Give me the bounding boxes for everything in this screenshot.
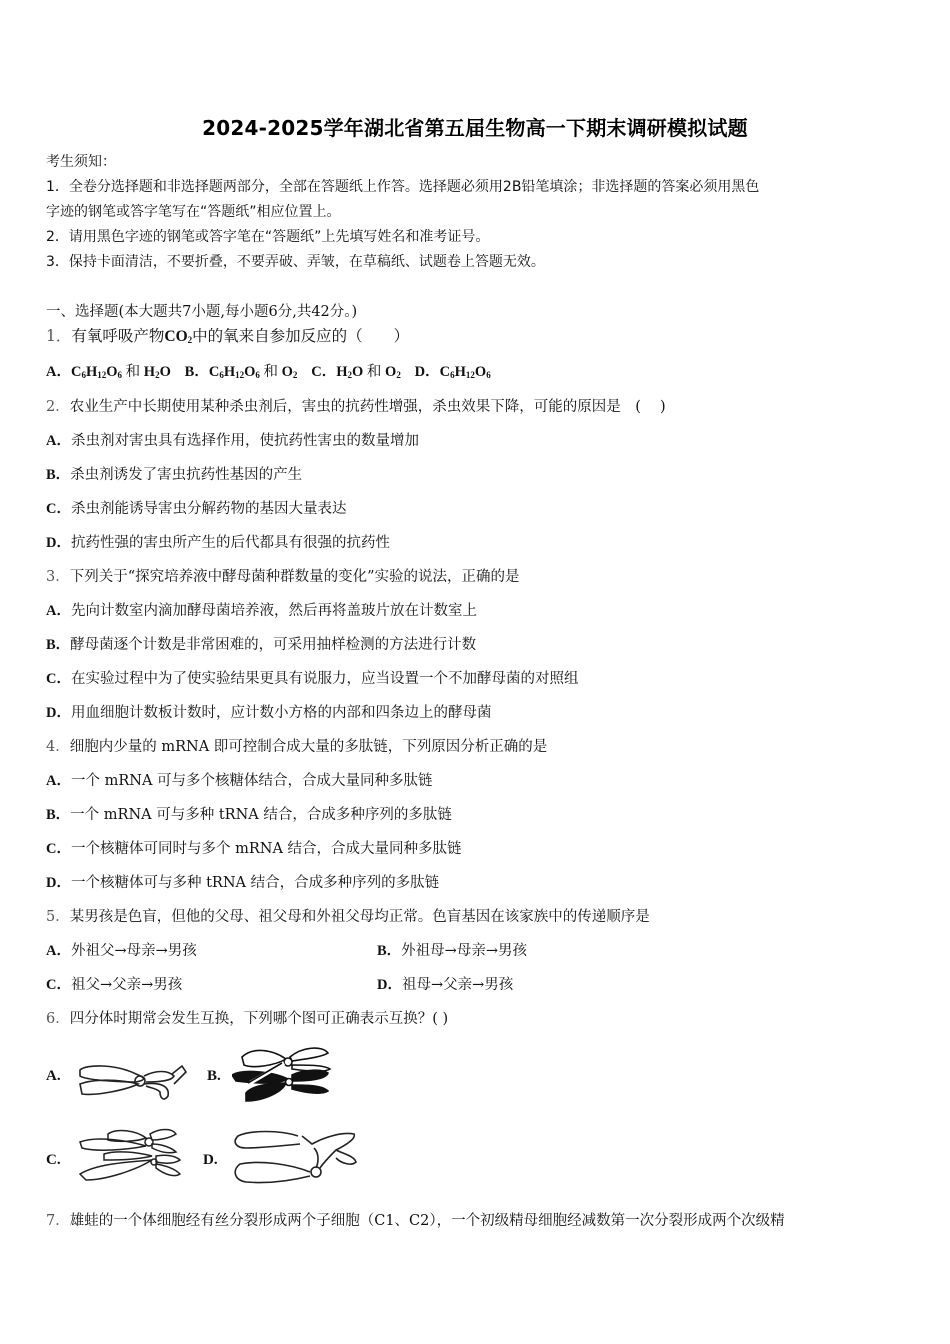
question-stem: 雄蛙的一个体细胞经有丝分裂形成两个子细胞（C1、C2），一个初级精母细胞经减数第一次分裂形成两个次级精 (69, 1213, 785, 1229)
question-6 (46, 1009, 448, 1029)
question-number: 6． (46, 1011, 70, 1027)
question-number: 3． (46, 569, 70, 585)
option-d: D．抗药性强的害虫所产生的后代都具有很强的抗药性 (46, 535, 390, 551)
question-number: 5． (46, 909, 70, 925)
question-number: 4． (46, 739, 70, 755)
option-d-label: D． (414, 364, 440, 380)
figure-d-label: D. (203, 1152, 218, 1168)
question-stem: 下列关于“探究培养液中酵母菌种群数量的变化”实验的说法，正确的是 (69, 569, 520, 585)
option-c: C．一个核糖体可同时与多个 mRNA 结合，合成大量同种多肽链 (46, 841, 462, 857)
option-b: B．一个 mRNA 可与多种 tRNA 结合，合成多种序列的多肽链 (46, 807, 452, 823)
question-4 (46, 737, 547, 757)
notice-heading: 考生须知： (46, 154, 116, 170)
question-stem: 有氧呼吸产物 (71, 327, 165, 345)
option-a-text: $C_6H_{12}O_6$ 和 $H_2O$ (70, 364, 171, 380)
chromosome-diagram-b-icon (232, 1043, 336, 1105)
document-title: 2024-2025学年湖北省第五届生物高一下期末调研模拟试题 (202, 116, 748, 140)
question-stem: 某男孩是色盲，但他的父母、祖父母和外祖父母均正常。色盲基因在该家族中的传递顺序是 (69, 909, 650, 925)
option-b: B．杀虫剂诱发了害虫抗药性基因的产生 (46, 467, 303, 483)
option-c: C．在实验过程中为了使实验结果更具有说服力，应当设置一个不加酵母菌的对照组 (46, 671, 579, 687)
chromosome-diagram-c-icon (76, 1126, 188, 1184)
option-d: D．一个核糖体可与多种 tRNA 结合，合成多种序列的多肽链 (46, 875, 440, 891)
question-number: 2． (46, 399, 70, 415)
option-a: A．一个 mRNA 可与多个核糖体结合，合成大量同种多肽链 (46, 773, 433, 789)
figure-c-label: C. (46, 1152, 61, 1168)
option-d: D．用血细胞计数板计数时，应计数小方格的内部和四条边上的酵母菌 (46, 705, 492, 721)
option-a: A．外祖父→母亲→男孩 (46, 943, 197, 959)
option-b: B．外祖母→母亲→男孩 (377, 943, 527, 959)
figure-a-label: A. (46, 1068, 61, 1084)
question-1-options (46, 362, 491, 385)
option-c-text: $H_2O$ 和 $O_2$ (336, 364, 401, 380)
figure-b-label: B. (207, 1068, 221, 1084)
question-number: 7． (46, 1213, 70, 1229)
option-a-label: A． (46, 364, 71, 380)
notice-item-3: 3．保持卡面清洁，不要折叠，不要弄破、弄皱，在草稿纸、试题卷上答题无效。 (46, 254, 545, 270)
question-stem: 细胞内少量的 mRNA 即可控制合成大量的多肽链，下列原因分析正确的是 (69, 739, 548, 755)
notice-item-1-cont: 字迹的钢笔或答字笔写在“答题纸”相应位置上。 (46, 204, 341, 220)
question-3 (46, 567, 520, 587)
option-c-label: C． (311, 364, 337, 380)
chromosome-diagram-d-icon (230, 1128, 366, 1184)
option-d: D．祖母→父亲→男孩 (377, 977, 514, 993)
option-b: B．酵母菌逐个计数是非常困难的，可采用抽样检测的方法进行计数 (46, 637, 477, 653)
notice-item-2: 2．请用黑色字迹的钢笔或答字笔在“答题纸”上先填写姓名和准考证号。 (46, 229, 490, 245)
question-stem: 四分体时期常会发生互换，下列哪个图可正确表示互换？( ) (69, 1011, 449, 1027)
chem-co2: $CO_2$ (164, 328, 193, 345)
option-c: C．祖父→父亲→男孩 (46, 977, 183, 993)
option-c: C．杀虫剂能诱导害虫分解药物的基因大量表达 (46, 501, 347, 517)
notice-item-1: 1．全卷分选择题和非选择题两部分，全部在答题纸上作答。选择题必须用2B铅笔填涂；非选择题的答案必须用黑色 (46, 179, 760, 195)
question-2 (46, 397, 666, 417)
question-stem-tail: 中的氧来自参加反应的（ ） (192, 327, 410, 345)
question-5 (46, 907, 650, 927)
question-number: 1． (46, 327, 72, 345)
chromosome-diagram-a-icon (76, 1062, 188, 1104)
option-a: A．杀虫剂对害虫具有选择作用，使抗药性害虫的数量增加 (46, 433, 419, 449)
question-1 (46, 326, 409, 350)
option-b-label: B． (184, 364, 209, 380)
question-7 (46, 1211, 785, 1231)
option-b-text: $C_6H_{12}O_6$ 和 $O_2$ (208, 364, 298, 380)
option-d-text: $C_6H_{12}O_6$ (439, 364, 491, 380)
section-heading: 一、选择题(本大题共7小题,每小题6分,共42分。) (46, 304, 358, 320)
option-a: A．先向计数室内滴加酵母菌培养液，然后再将盖玻片放在计数室上 (46, 603, 477, 619)
question-stem: 农业生产中长期使用某种杀虫剂后，害虫的抗药性增强，杀虫效果下降，可能的原因是 ( ) (69, 399, 666, 415)
